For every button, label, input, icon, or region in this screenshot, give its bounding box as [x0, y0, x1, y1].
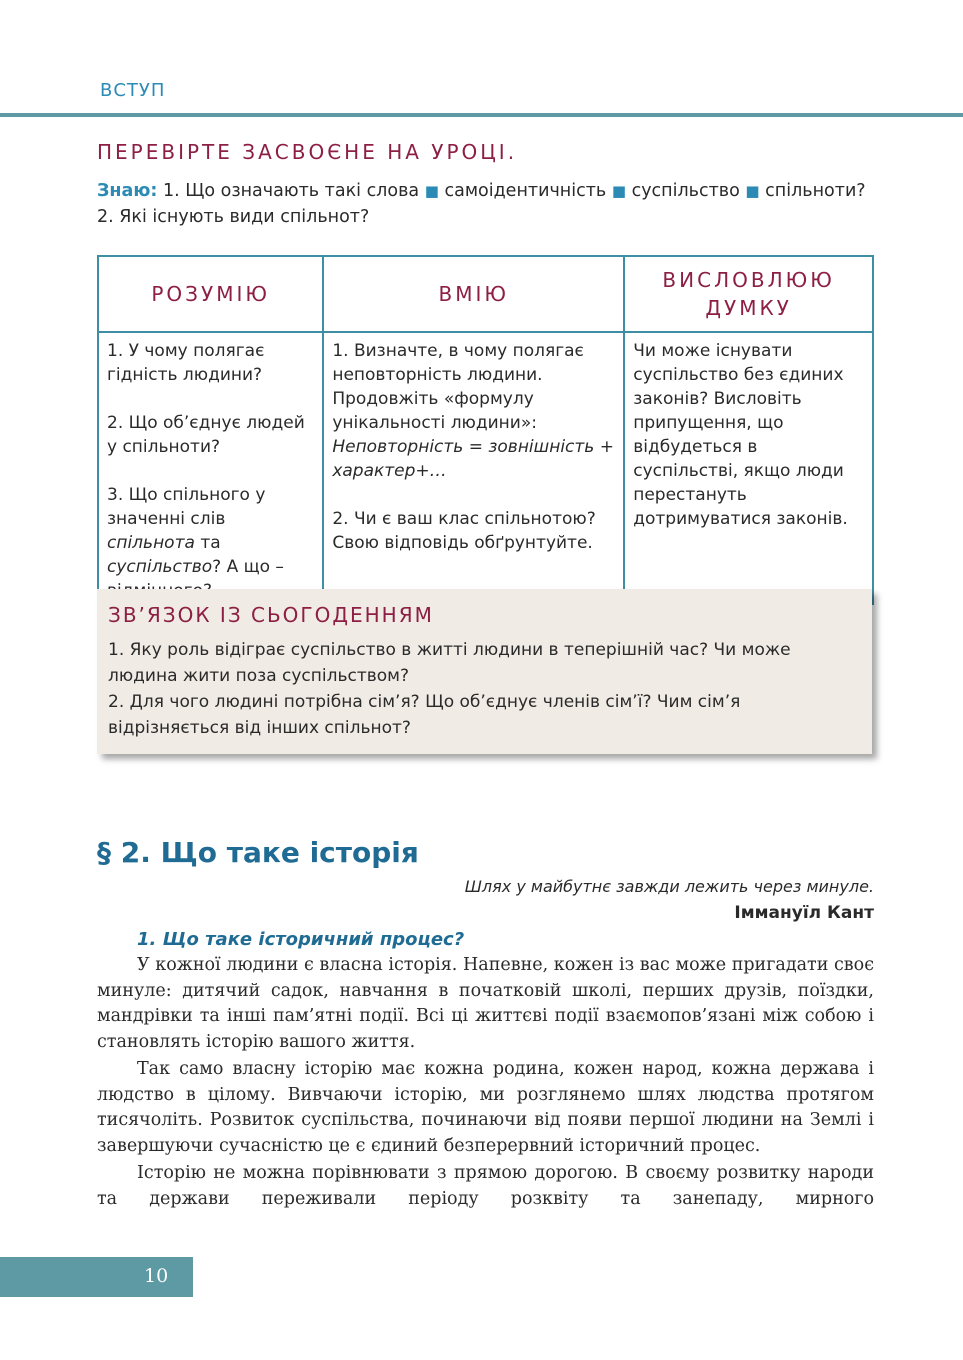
present-day-question-1: 1. Яку роль відіграє суспільство в житті людини в теперішній час? Чи може людина жити поза суспільством?: [108, 640, 791, 686]
opinion-question: Чи може існувати суспільство без єдиних законів? Висловіть припущення, що відбудеться в суспільстві, якщо люди перестануть дотримуватися законів.: [633, 341, 848, 529]
opinion-cell: [624, 332, 873, 604]
know-questions: [97, 178, 882, 230]
skills-table: [97, 255, 874, 605]
body-text: [97, 953, 874, 1214]
know-term: суспільство: [631, 181, 740, 201]
paragraph: Так само власну історію має кожна родина, кожен народ, кожна держава і людство в цілому. Вивчаючи історію, ми розглянемо шлях людства протягом тисячоліть. Розвиток суспільства, починаючи від появи першої людини на Землі і завершуючи сучасністю це є єдиний безперервний історичний процес.: [97, 1059, 874, 1156]
formula: Неповторність = зовнішність + характер+…: [332, 437, 614, 481]
paragraph: У кожної людини є власна історія. Напевне, кожен із вас може пригадати своє минуле: дитячий садок, навчання в початковій школі, перших друзів, поїздки, мандрівки та інші пам’ятні події. Всі ці життєві події взаємопов’язані між собою і становлять історію вашого життя.: [97, 955, 874, 1052]
know-question-1: 1. Що означають такі слова: [162, 181, 420, 201]
page-number: 10: [144, 1265, 169, 1287]
understand-question-1: 1. У чому полягає гідність людини?: [107, 341, 265, 385]
subsection-title: 1. Що таке історичний процес?: [137, 929, 465, 950]
bullet-square-icon: ■: [745, 182, 760, 200]
can-question-2: 2. Чи є ваш клас спільнотою? Свою відповідь обґрунтуйте.: [332, 509, 596, 553]
can-cell: [323, 332, 624, 604]
bullet-square-icon: ■: [611, 182, 626, 200]
bullet-square-icon: ■: [424, 182, 439, 200]
section-label: ВСТУП: [100, 80, 166, 101]
can-question-1: 1. Визначте, в чому полягає неповторність людини. Продовжіть «формулу унікальності людини»:: [332, 341, 584, 433]
present-day-title: ЗВ’ЯЗОК ІЗ СЬОГОДЕННЯМ: [108, 603, 434, 627]
epigraph: Шлях у майбутнє завжди лежить через минуле.: [464, 877, 874, 896]
column-header-opinion: ВИСЛОВЛЮЮ ДУМКУ: [624, 256, 873, 332]
understand-question-2: 2. Що об’єднує людей у спільноти?: [107, 413, 305, 457]
present-day-questions: [108, 637, 853, 741]
column-header-can: ВМІЮ: [323, 256, 624, 332]
page-number-bar: [0, 1257, 193, 1297]
section-title: § 2. Що таке історія: [97, 836, 419, 869]
know-label: Знаю:: [97, 181, 158, 201]
present-day-question-2: 2. Для чого людині потрібна сім’я? Що об’єднує членів сім’ї? Чим сім’я відрізняється від інших спільнот?: [108, 692, 741, 738]
understand-cell: [98, 332, 323, 604]
know-question-2: 2. Які існують види спільнот?: [97, 207, 370, 227]
check-heading: ПЕРЕВІРТЕ ЗАСВОЄНЕ НА УРОЦІ.: [97, 140, 518, 164]
header-divider: [0, 113, 963, 117]
present-day-box: [97, 589, 872, 754]
know-term: самоідентичність: [444, 181, 607, 201]
understand-question-3: 3. Що спільного у значенні слів спільнота та суспільство? А що –: [107, 485, 284, 577]
paragraph: Історію не можна порівнювати з прямою дорогою. В своєму розвитку народи та держави переживали періоду розквіту та занепаду, мирного: [97, 1163, 874, 1209]
epigraph-author: Іммануїл Кант: [734, 903, 874, 923]
know-term: спільноти?: [765, 181, 866, 201]
column-header-understand: РОЗУМІЮ: [98, 256, 323, 332]
